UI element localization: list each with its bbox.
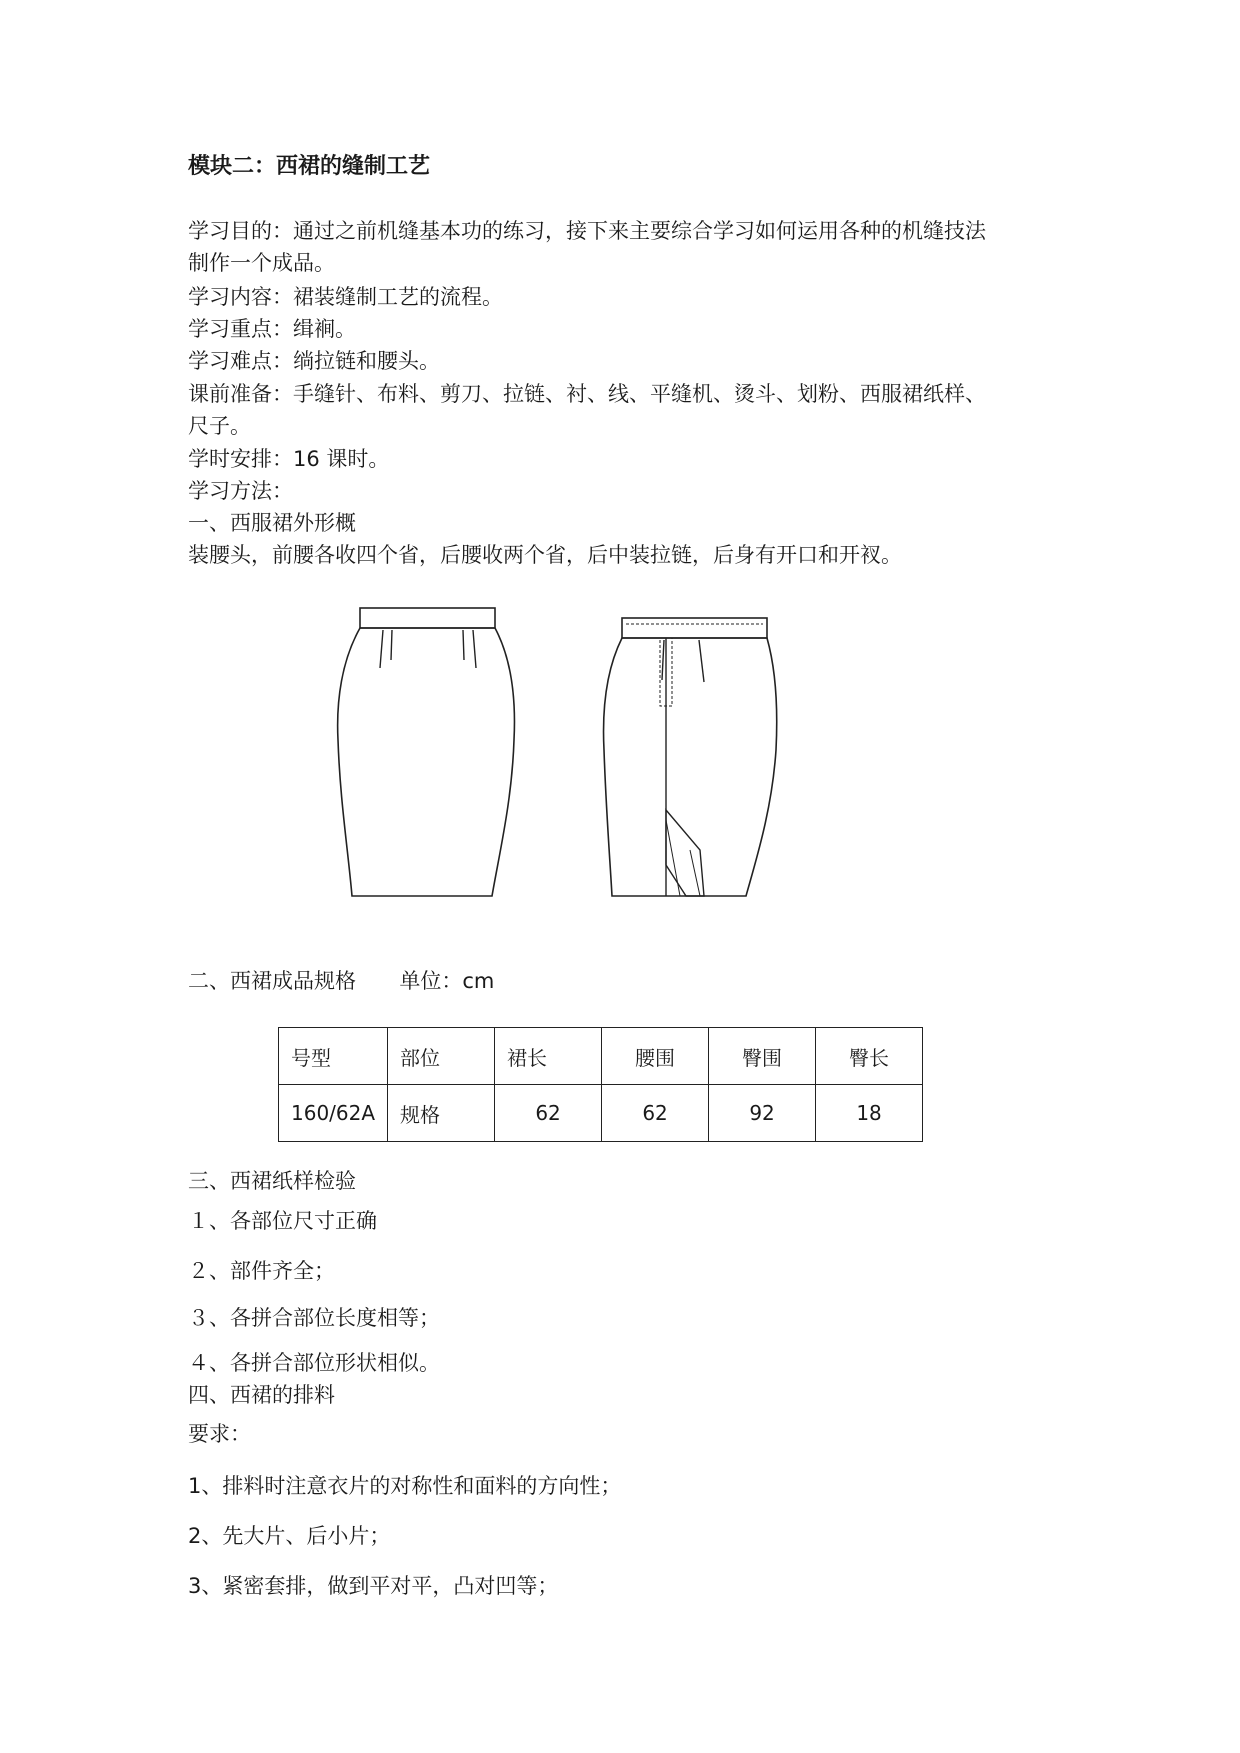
- section2-title: 二、西裙成品规格: [188, 969, 356, 993]
- table-cell: 18: [816, 1085, 923, 1142]
- intro-line: 学习内容：裙装缝制工艺的流程。: [188, 285, 503, 309]
- section3-heading: 三、西裙纸样检验: [188, 1169, 356, 1193]
- table-cell: 62: [602, 1085, 709, 1142]
- table-row: [279, 1085, 923, 1142]
- intro-line: 制作一个成品。: [188, 251, 335, 275]
- intro-line: 学时安排：16 课时。: [188, 447, 390, 471]
- section1-heading: 一、西服裙外形概: [188, 511, 356, 535]
- intro-line: 尺子。: [188, 414, 251, 438]
- intro-line: 学习方法：: [188, 479, 293, 503]
- list-item: 2、先大片、后小片；: [188, 1524, 391, 1548]
- intro-line: 学习难点：绱拉链和腰头。: [188, 349, 440, 373]
- intro-line: 学习目的：通过之前机缝基本功的练习，接下来主要综合学习如何运用各种的机缝技法: [188, 219, 986, 243]
- section1-text: 装腰头，前腰各收四个省，后腰收两个省，后中装拉链，后身有开口和开衩。: [188, 543, 902, 567]
- list-item: ４、各拼合部位形状相似。: [188, 1351, 440, 1375]
- page-title: 模块二：西裙的缝制工艺: [188, 154, 431, 179]
- table-cell: 臀长: [816, 1028, 923, 1085]
- table-cell: 臀围: [709, 1028, 816, 1085]
- section2-heading: [188, 966, 494, 996]
- intro-line: 学习重点：缉裥。: [188, 317, 356, 341]
- table-cell: 92: [709, 1085, 816, 1142]
- table-cell: 号型: [279, 1028, 388, 1085]
- table-row: [279, 1028, 923, 1085]
- list-item: １、各部位尺寸正确: [188, 1209, 377, 1233]
- table-cell: 部位: [388, 1028, 495, 1085]
- table-cell: 62: [495, 1085, 602, 1142]
- table-cell: 160/62A: [279, 1085, 388, 1142]
- section4-requirement: 要求：: [188, 1422, 251, 1446]
- section2-unit: 单位：cm: [399, 969, 495, 993]
- section4-heading: 四、西裙的排料: [188, 1383, 335, 1407]
- table-cell: 裙长: [495, 1028, 602, 1085]
- list-item: 3、紧密套排，做到平对平，凸对凹等；: [188, 1574, 559, 1598]
- intro-line: 课前准备：手缝针、布料、剪刀、拉链、衬、线、平缝机、烫斗、划粉、西服裙纸样、: [188, 382, 986, 406]
- skirt-back-illustration: [600, 610, 800, 910]
- table-cell: 规格: [388, 1085, 495, 1142]
- list-item: 1、排料时注意衣片的对称性和面料的方向性；: [188, 1474, 622, 1498]
- list-item: ３、各拼合部位长度相等；: [188, 1306, 440, 1330]
- table-cell: 腰围: [602, 1028, 709, 1085]
- skirt-front-illustration: [330, 600, 530, 900]
- spec-table: [278, 1027, 923, 1142]
- list-item: ２、部件齐全；: [188, 1259, 335, 1283]
